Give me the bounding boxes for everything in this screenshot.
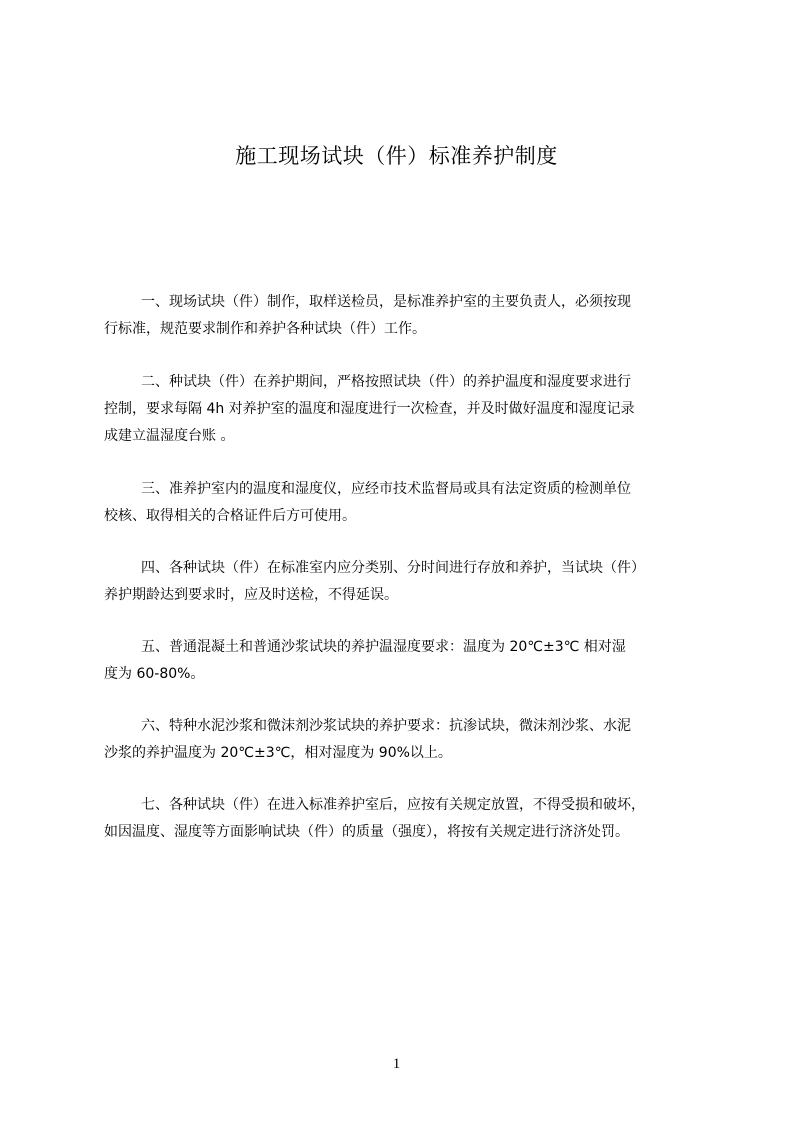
paragraph-line: 五、普通混凝土和普通沙浆试块的养护温湿度要求：温度为 20℃±3℃ 相对湿 [141, 639, 626, 655]
paragraph-line: 行标准，规范要求制作和养护各种试块（件）工作。 [104, 321, 426, 337]
paragraph-line: 四、各种试块（件）在标准室内应分类别、分时间进行存放和养护，当试块（件） [141, 560, 645, 576]
paragraph-line: 沙浆的养护温度为 20℃±3℃，相对湿度为 90%以上。 [104, 745, 452, 761]
paragraph-4 [104, 555, 704, 609]
paragraph-line: 六、特种水泥沙浆和微沫剂沙浆试块的养护要求：抗渗试块，微沫剂沙浆、水泥 [141, 718, 631, 734]
paragraph-1 [104, 289, 704, 343]
page-number: 1 [392, 1056, 401, 1072]
paragraph-line: 养护期龄达到要求时，应及时送检，不得延误。 [104, 587, 398, 603]
paragraph-line: 七、各种试块（件）在进入标准养护室后，应按有关规定放置，不得受损和破坏， [141, 797, 645, 813]
paragraph-line: 校核、取得相关的合格证件后方可使用。 [104, 508, 356, 524]
paragraph-line: 控制，要求每隔 4h 对养护室的温度和湿度进行一次检查，并及时做好温度和湿度记录 [104, 401, 635, 417]
paragraph-7 [104, 792, 704, 846]
paragraph-line: 一、现场试块（件）制作，取样送检员，是标准养护室的主要负责人，必须按现 [141, 294, 631, 310]
paragraph-line: 度为 60-80%。 [104, 666, 205, 682]
document-title: 施工现场试块（件）标准养护制度 [235, 144, 558, 168]
paragraph-line: 二、种试块（件）在养护期间，严格按照试块（件）的养护温度和湿度要求进行 [141, 374, 631, 390]
paragraph-5 [104, 634, 704, 688]
paragraph-line: 如因温度、湿度等方面影响试块（件）的质量（强度），将按有关规定进行济济处罚。 [104, 824, 629, 840]
paragraph-6 [104, 713, 704, 767]
paragraph-2 [104, 369, 704, 450]
paragraph-3 [104, 476, 704, 530]
paragraph-line: 三、准养护室内的温度和湿度仪，应经市技术监督局或具有法定资质的检测单位 [141, 481, 631, 497]
paragraph-line: 成建立温湿度台账 。 [104, 428, 235, 444]
